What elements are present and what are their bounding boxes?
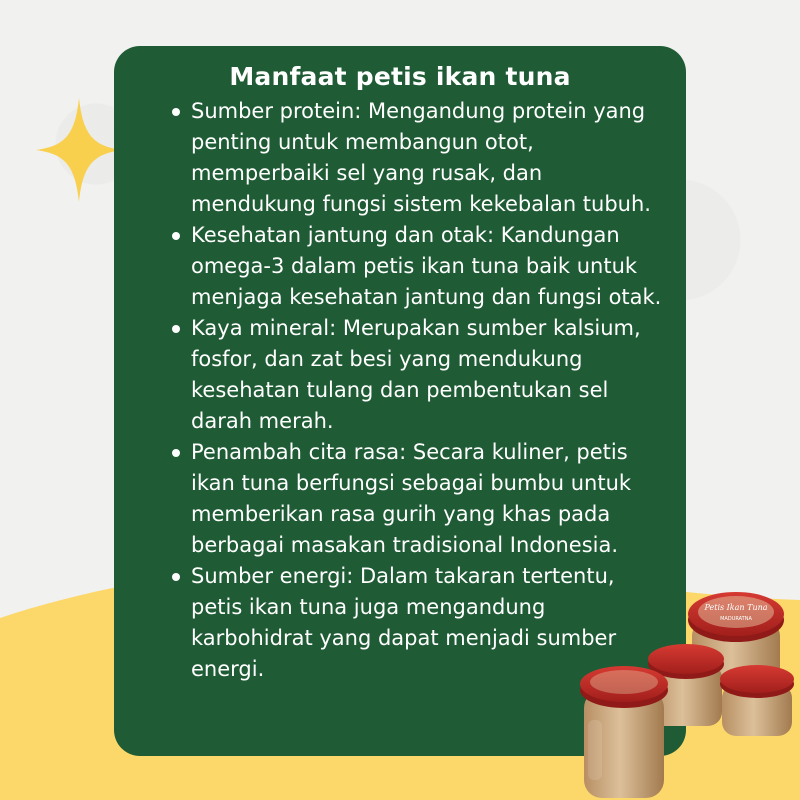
- jar-right: [720, 665, 794, 736]
- four-point-star-icon: [36, 98, 122, 202]
- benefit-item: Kesehatan jantung dan otak: Kandungan omega-3 dalam petis ikan tuna baik untuk menjaga kesehatan jantung dan fungsi otak.: [166, 220, 666, 313]
- jar-front: [580, 666, 668, 798]
- benefit-item: Sumber protein: Mengandung protein yang penting untuk membangun otot, memperbaiki sel yang rusak, dan mendukung fungsi sistem kekebalan tubuh.: [166, 96, 666, 220]
- benefit-item: Sumber energi: Dalam takaran tertentu, petis ikan tuna juga mengandung karbohidrat yang dapat menjadi sumber energi.: [166, 561, 666, 685]
- jar-origin-label: MADURATNA: [720, 616, 752, 622]
- benefit-item: Kaya mineral: Merupakan sumber kalsium, fosfor, dan zat besi yang mendukung kesehatan tulang dan pembentukan sel darah merah.: [166, 313, 666, 437]
- jar-brand-label: Petis Ikan Tuna: [704, 603, 768, 612]
- benefit-item: Penambah cita rasa: Secara kuliner, petis ikan tuna berfungsi sebagai bumbu untuk memberikan rasa gurih yang khas pada berbagai masakan tradisional Indonesia.: [166, 437, 666, 561]
- page-title: Manfaat petis ikan tuna: [229, 62, 571, 91]
- petis-jars-photo: [574, 580, 800, 800]
